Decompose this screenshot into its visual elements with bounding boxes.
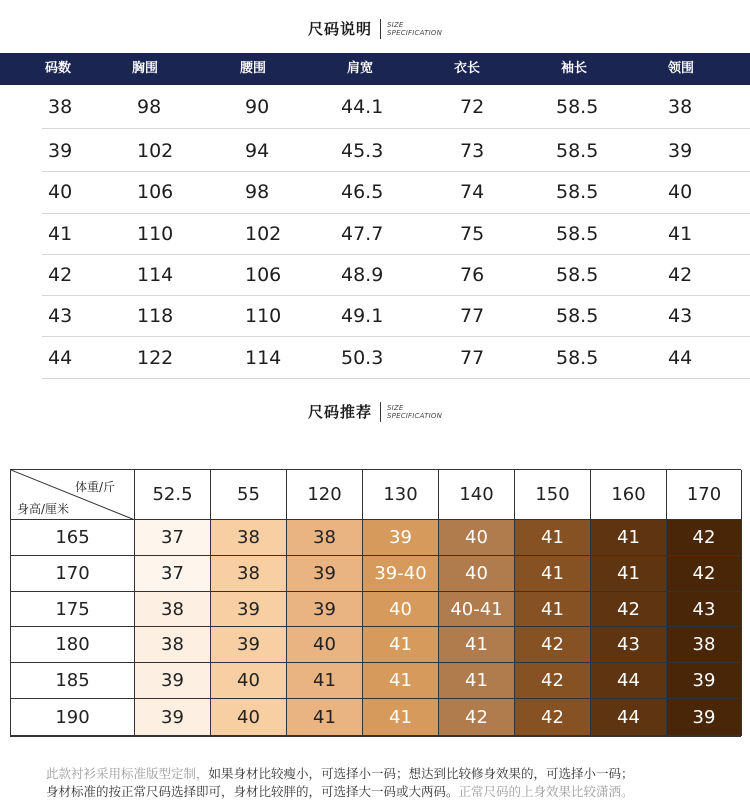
recommend-size-cell: 42 bbox=[515, 627, 591, 663]
spec-cell-size: 42 bbox=[48, 264, 73, 286]
spec-cell-size: 40 bbox=[48, 181, 73, 203]
recommend-size-cell: 40 bbox=[439, 556, 515, 592]
recommend-size-cell: 42 bbox=[667, 520, 742, 556]
weight-header: 120 bbox=[287, 470, 363, 520]
spec-cell-length: 75 bbox=[460, 223, 485, 245]
spec-row-divider bbox=[42, 254, 750, 255]
recommend-subtitle-line1: SIZE bbox=[387, 403, 404, 412]
spec-row-divider bbox=[42, 213, 750, 214]
recommend-size-cell: 41 bbox=[363, 663, 439, 699]
note-line-1 bbox=[46, 764, 634, 782]
weight-header: 160 bbox=[591, 470, 667, 520]
spec-cell-chest: 98 bbox=[137, 96, 162, 118]
recommend-title-block bbox=[0, 401, 750, 422]
recommend-size-cell: 42 bbox=[439, 699, 515, 736]
recommend-size-cell: 39-40 bbox=[363, 556, 439, 592]
spec-cell-collar: 40 bbox=[668, 181, 693, 203]
spec-cell-sleeve: 58.5 bbox=[556, 264, 599, 286]
recommend-size-cell: 40 bbox=[211, 699, 287, 736]
spec-row-divider bbox=[42, 171, 750, 172]
spec-cell-length: 73 bbox=[460, 140, 485, 162]
recommend-subtitle-line2: SPECIFICATION bbox=[387, 411, 442, 420]
spec-cell-sleeve: 58.5 bbox=[556, 347, 599, 369]
recommend-size-cell: 39 bbox=[287, 592, 363, 627]
note-line-2-dark: 身材标准的按正常尺码选择即可，身材比较胖的，可选择大一码或大两码。 bbox=[46, 784, 459, 799]
recommend-size-cell: 41 bbox=[515, 520, 591, 556]
spec-cell-size: 44 bbox=[48, 347, 73, 369]
spec-cell-collar: 41 bbox=[668, 223, 693, 245]
recommend-size-cell: 42 bbox=[515, 699, 591, 736]
recommend-size-cell: 41 bbox=[591, 556, 667, 592]
spec-cell-length: 77 bbox=[460, 347, 485, 369]
weight-header: 130 bbox=[363, 470, 439, 520]
recommend-size-cell: 41 bbox=[287, 699, 363, 736]
recommend-size-cell: 38 bbox=[135, 627, 211, 663]
spec-cell-shoulder: 46.5 bbox=[341, 181, 384, 203]
header-chest: 胸围 bbox=[132, 61, 159, 76]
spec-table-header bbox=[0, 53, 750, 85]
spec-cell-chest: 102 bbox=[137, 140, 174, 162]
corner-cell bbox=[11, 470, 135, 520]
title-separator bbox=[380, 19, 381, 39]
spec-cell-length: 76 bbox=[460, 264, 485, 286]
spec-cell-shoulder: 47.7 bbox=[341, 223, 384, 245]
recommend-size-cell: 44 bbox=[591, 699, 667, 736]
spec-title: 尺码说明 bbox=[308, 20, 373, 38]
spec-cell-waist: 90 bbox=[245, 96, 270, 118]
spec-cell-shoulder: 48.9 bbox=[341, 264, 384, 286]
note-line-1-dark: 如果身材比较瘦小，可选择小一码；想达到比较修身效果的，可选择小一码； bbox=[208, 766, 634, 781]
recommend-size-cell: 42 bbox=[591, 592, 667, 627]
recommend-size-cell: 38 bbox=[667, 627, 742, 663]
recommend-size-cell: 39 bbox=[135, 663, 211, 699]
recommend-title: 尺码推荐 bbox=[308, 403, 373, 421]
height-label: 185 bbox=[11, 663, 135, 699]
spec-cell-sleeve: 58.5 bbox=[556, 96, 599, 118]
recommend-size-cell: 38 bbox=[135, 592, 211, 627]
recommend-size-cell: 38 bbox=[287, 520, 363, 556]
spec-cell-sleeve: 58.5 bbox=[556, 223, 599, 245]
spec-cell-size: 38 bbox=[48, 96, 73, 118]
spec-cell-chest: 106 bbox=[137, 181, 174, 203]
weight-header: 140 bbox=[439, 470, 515, 520]
spec-cell-shoulder: 49.1 bbox=[341, 305, 384, 327]
spec-row-divider bbox=[42, 378, 750, 379]
weight-header: 55 bbox=[211, 470, 287, 520]
recommend-size-cell: 39 bbox=[287, 556, 363, 592]
spec-subtitle-line2: SPECIFICATION bbox=[387, 28, 442, 37]
spec-cell-size: 39 bbox=[48, 140, 73, 162]
recommend-size-cell: 41 bbox=[439, 627, 515, 663]
recommend-size-cell: 38 bbox=[211, 520, 287, 556]
recommend-size-cell: 43 bbox=[667, 592, 742, 627]
recommend-size-cell: 40 bbox=[363, 592, 439, 627]
spec-cell-size: 41 bbox=[48, 223, 73, 245]
spec-subtitle bbox=[387, 21, 442, 37]
height-label: 170 bbox=[11, 556, 135, 592]
note-line-2-muted: 正常尺码的上身效果比较潇洒。 bbox=[458, 784, 634, 799]
spec-cell-sleeve: 58.5 bbox=[556, 140, 599, 162]
recommend-size-cell: 42 bbox=[515, 663, 591, 699]
spec-cell-sleeve: 58.5 bbox=[556, 305, 599, 327]
recommend-size-cell: 39 bbox=[211, 627, 287, 663]
recommend-size-cell: 40 bbox=[439, 520, 515, 556]
spec-cell-waist: 94 bbox=[245, 140, 270, 162]
spec-cell-collar: 43 bbox=[668, 305, 693, 327]
recommend-size-cell: 40 bbox=[211, 663, 287, 699]
weight-header: 150 bbox=[515, 470, 591, 520]
recommend-size-cell: 44 bbox=[591, 663, 667, 699]
recommend-size-cell: 41 bbox=[287, 663, 363, 699]
recommend-size-cell: 40 bbox=[287, 627, 363, 663]
spec-cell-length: 77 bbox=[460, 305, 485, 327]
spec-cell-length: 74 bbox=[460, 181, 485, 203]
spec-cell-collar: 42 bbox=[668, 264, 693, 286]
spec-cell-collar: 44 bbox=[668, 347, 693, 369]
spec-cell-shoulder: 50.3 bbox=[341, 347, 384, 369]
spec-row-divider bbox=[42, 128, 750, 129]
recommend-size-cell: 39 bbox=[363, 520, 439, 556]
header-sleeve: 袖长 bbox=[561, 61, 588, 76]
spec-cell-waist: 98 bbox=[245, 181, 270, 203]
recommend-size-cell: 40-41 bbox=[439, 592, 515, 627]
recommend-size-cell: 39 bbox=[211, 592, 287, 627]
spec-cell-length: 72 bbox=[460, 96, 485, 118]
recommend-subtitle bbox=[387, 404, 442, 420]
header-size: 码数 bbox=[45, 61, 72, 76]
spec-cell-waist: 110 bbox=[245, 305, 282, 327]
height-label: 165 bbox=[11, 520, 135, 556]
title-separator bbox=[380, 402, 381, 422]
recommend-size-cell: 43 bbox=[591, 627, 667, 663]
header-shoulder: 肩宽 bbox=[347, 61, 374, 76]
spec-cell-size: 43 bbox=[48, 305, 73, 327]
spec-cell-chest: 114 bbox=[137, 264, 174, 286]
recommend-size-cell: 41 bbox=[363, 627, 439, 663]
spec-cell-chest: 122 bbox=[137, 347, 174, 369]
size-recommend-table bbox=[10, 469, 741, 737]
recommend-size-cell: 39 bbox=[135, 699, 211, 736]
recommend-size-cell: 42 bbox=[667, 556, 742, 592]
spec-cell-waist: 106 bbox=[245, 264, 282, 286]
spec-cell-collar: 38 bbox=[668, 96, 693, 118]
height-label: 190 bbox=[11, 699, 135, 736]
weight-axis-label: 体重/斤 bbox=[75, 480, 116, 494]
height-label: 180 bbox=[11, 627, 135, 663]
note-line-2 bbox=[46, 782, 634, 800]
spec-cell-shoulder: 44.1 bbox=[341, 96, 384, 118]
recommend-size-cell: 37 bbox=[135, 520, 211, 556]
recommend-size-cell: 41 bbox=[515, 556, 591, 592]
spec-title-block bbox=[0, 18, 750, 39]
spec-subtitle-line1: SIZE bbox=[387, 20, 404, 29]
recommend-size-cell: 41 bbox=[515, 592, 591, 627]
spec-cell-waist: 102 bbox=[245, 223, 282, 245]
spec-cell-sleeve: 58.5 bbox=[556, 181, 599, 203]
spec-row-divider bbox=[42, 295, 750, 296]
spec-cell-chest: 118 bbox=[137, 305, 174, 327]
height-axis-label: 身高/厘米 bbox=[17, 502, 70, 516]
spec-cell-chest: 110 bbox=[137, 223, 174, 245]
recommend-size-cell: 38 bbox=[211, 556, 287, 592]
spec-cell-waist: 114 bbox=[245, 347, 282, 369]
recommend-size-cell: 39 bbox=[667, 699, 742, 736]
recommend-size-cell: 41 bbox=[363, 699, 439, 736]
spec-cell-collar: 39 bbox=[668, 140, 693, 162]
header-waist: 腰围 bbox=[240, 61, 267, 76]
recommend-size-cell: 41 bbox=[591, 520, 667, 556]
recommend-size-cell: 39 bbox=[667, 663, 742, 699]
spec-cell-shoulder: 45.3 bbox=[341, 140, 384, 162]
weight-header: 52.5 bbox=[135, 470, 211, 520]
recommend-size-cell: 41 bbox=[439, 663, 515, 699]
note-line-1-muted: 此款衬衫采用标准版型定制， bbox=[46, 766, 209, 781]
recommend-size-cell: 37 bbox=[135, 556, 211, 592]
header-length: 衣长 bbox=[454, 61, 481, 76]
height-label: 175 bbox=[11, 592, 135, 627]
header-collar: 领围 bbox=[668, 61, 695, 76]
weight-header: 170 bbox=[667, 470, 742, 520]
spec-row-divider bbox=[42, 336, 750, 337]
